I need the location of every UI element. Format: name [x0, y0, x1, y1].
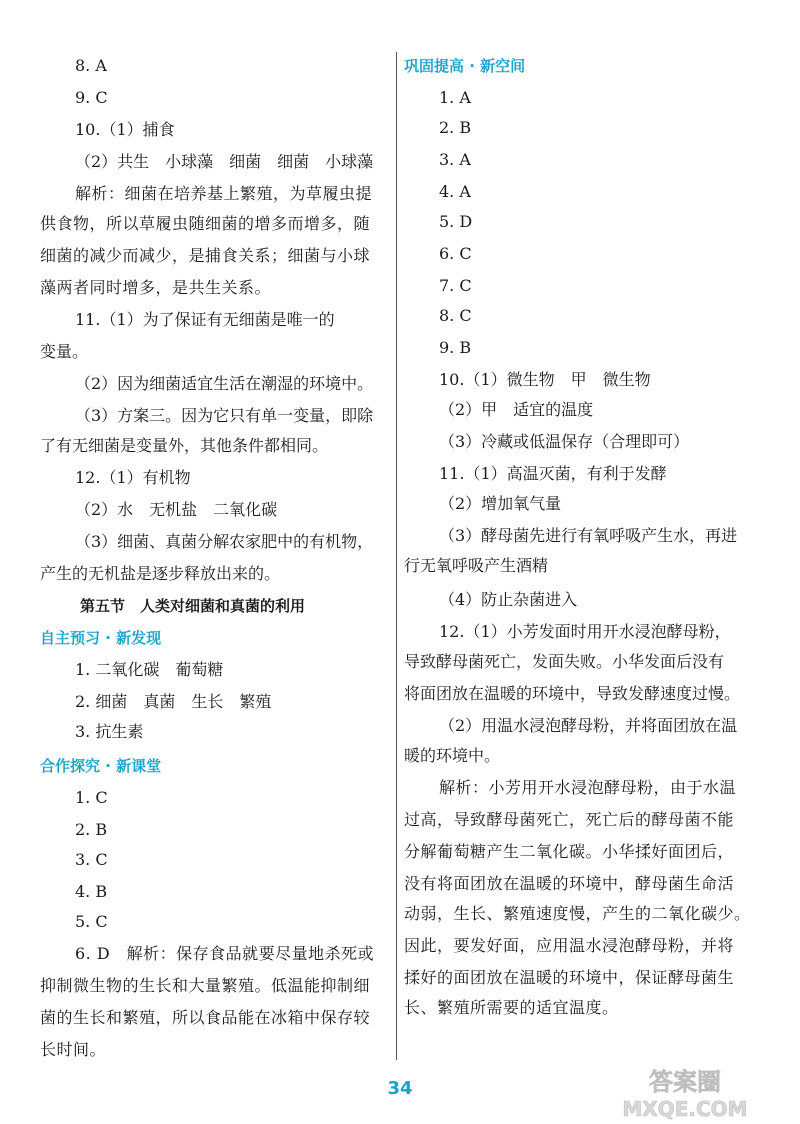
answer-line: （3）细菌、真菌分解农家肥中的有机物， [75, 532, 374, 551]
consolidate-answer: 6. C [439, 244, 472, 263]
answer-line: 行无氧呼吸产生酒精 [404, 556, 549, 575]
consolidate-answer: 4. A [439, 182, 471, 201]
explanation-line: 6. D 解析：保存食品就要尽量地杀死或 [75, 944, 375, 963]
answer-line: （2）共生 小球藻 细菌 细菌 小球藻 [75, 152, 374, 171]
explanation-line: 长、繁殖所需要的适宜温度。 [404, 998, 619, 1017]
answer-line: 8. A [75, 56, 107, 75]
explanation-line: 过高，导致酵母菌死亡，死亡后的酵母菌不能 [404, 810, 735, 829]
answer-line: 暖的环境中。 [404, 746, 501, 765]
consolidate-answer: 5. D [439, 212, 473, 231]
preview-answer: 1. 二氧化碳 葡萄糖 [75, 660, 224, 679]
section-title: 第五节 人类对细菌和真菌的利用 [80, 597, 306, 615]
coop-answer: 3. C [75, 850, 108, 869]
consolidate-heading: 巩固提高 · 新空间 [404, 57, 526, 75]
answer-line: 10.（1）微生物 甲 微生物 [439, 370, 651, 389]
coop-heading: 合作探究 · 新课堂 [40, 757, 162, 775]
answer-line: （2）水 无机盐 二氧化碳 [75, 500, 278, 519]
answer-line: 10.（1）捕食 [75, 120, 175, 139]
answer-line: 12.（1）有机物 [75, 468, 191, 487]
answer-line: 12.（1）小芳发面时用开水浸泡酵母粉， [439, 622, 731, 641]
answer-line: （2）用温水浸泡酵母粉，并将面团放在温 [439, 716, 738, 735]
explanation-line: 揉好的面团放在温暖的环境中，保证酵母菌生 [404, 968, 735, 987]
watermark-logo [590, 1066, 780, 1120]
answer-line: 11.（1）为了保证有无细菌是唯一的 [75, 310, 335, 329]
answer-line: 了有无细菌是变量外，其他条件都相同。 [40, 436, 329, 455]
explanation-line: 解析：小芳用开水浸泡酵母粉，由于水温 [439, 778, 737, 797]
watermark-top: 答案圈 [649, 1068, 721, 1096]
explanation-line: 动弱，生长、繁殖速度慢，产生的二氧化碳少。 [404, 904, 751, 923]
answer-line: 将面团放在温暖的环境中，导致发酵速度过慢。 [404, 684, 741, 703]
answer-line: （4）防止杂菌进入 [439, 590, 578, 609]
coop-answer: 4. B [75, 882, 108, 901]
explanation-line: 因此，要发好面，应用温水浸泡酵母粉，并将 [404, 936, 735, 955]
coop-answer: 1. C [75, 788, 108, 807]
explanation-line: 分解葡萄糖产生二氧化碳。小华揉好面团后， [404, 842, 735, 861]
answer-line: （2）增加氧气量 [439, 494, 562, 513]
preview-answer: 2. 细菌 真菌 生长 繁殖 [75, 692, 272, 711]
preview-heading: 自主预习 · 新发现 [40, 629, 162, 647]
explanation-line: 长时间。 [40, 1040, 107, 1059]
answer-line: 产生的无机盐是逐步释放出来的。 [40, 564, 281, 583]
explanation-line: 细菌的减少而减少，是捕食关系；细菌与小球 [40, 246, 371, 265]
explanation-line: 菌的生长和繁殖，所以食品能在冰箱中保存较 [40, 1008, 371, 1027]
answer-line: 11.（1）高温灭菌，有利于发酵 [439, 464, 667, 483]
consolidate-answer: 9. B [439, 338, 472, 357]
answer-line: 9. C [75, 88, 108, 107]
coop-answer: 2. B [75, 820, 108, 839]
explanation-line: 没有将面团放在温暖的环境中，酵母菌生命活 [404, 874, 735, 893]
watermark-bottom: MXQE.COM [622, 1097, 748, 1120]
consolidate-answer: 7. C [439, 276, 472, 295]
coop-answer: 5. C [75, 912, 108, 931]
answer-line: （3）方案三。因为它只有单一变量，即除 [75, 406, 374, 425]
explanation-line: 解析：细菌在培养基上繁殖，为草履虫提 [75, 184, 373, 203]
page-number: 34 [387, 1078, 413, 1099]
answer-line: （2）甲 适宜的温度 [439, 400, 594, 419]
answer-line: 导致酵母菌死亡，发面失败。小华发面后没有 [404, 652, 725, 671]
explanation-line: 抑制微生物的生长和大量繁殖。低温能抑制细 [40, 976, 371, 995]
answer-line: （2）因为细菌适宜生活在潮湿的环境中。 [75, 374, 374, 393]
consolidate-answer: 8. C [439, 306, 472, 325]
column-divider [396, 52, 397, 1060]
answer-line: （3）冷藏或低温保存（合理即可） [439, 432, 690, 451]
consolidate-answer: 2. B [439, 118, 472, 137]
answer-line: （3）酵母菌先进行有氧呼吸产生水，再进 [439, 526, 738, 545]
preview-answer: 3. 抗生素 [75, 722, 144, 741]
consolidate-answer: 1. A [439, 88, 471, 107]
explanation-line: 藻两者同时增多，是共生关系。 [40, 278, 272, 297]
answer-line: 变量。 [40, 342, 89, 361]
explanation-line: 供食物，所以草履虫随细菌的增多而增多，随 [40, 214, 371, 233]
consolidate-answer: 3. A [439, 150, 471, 169]
